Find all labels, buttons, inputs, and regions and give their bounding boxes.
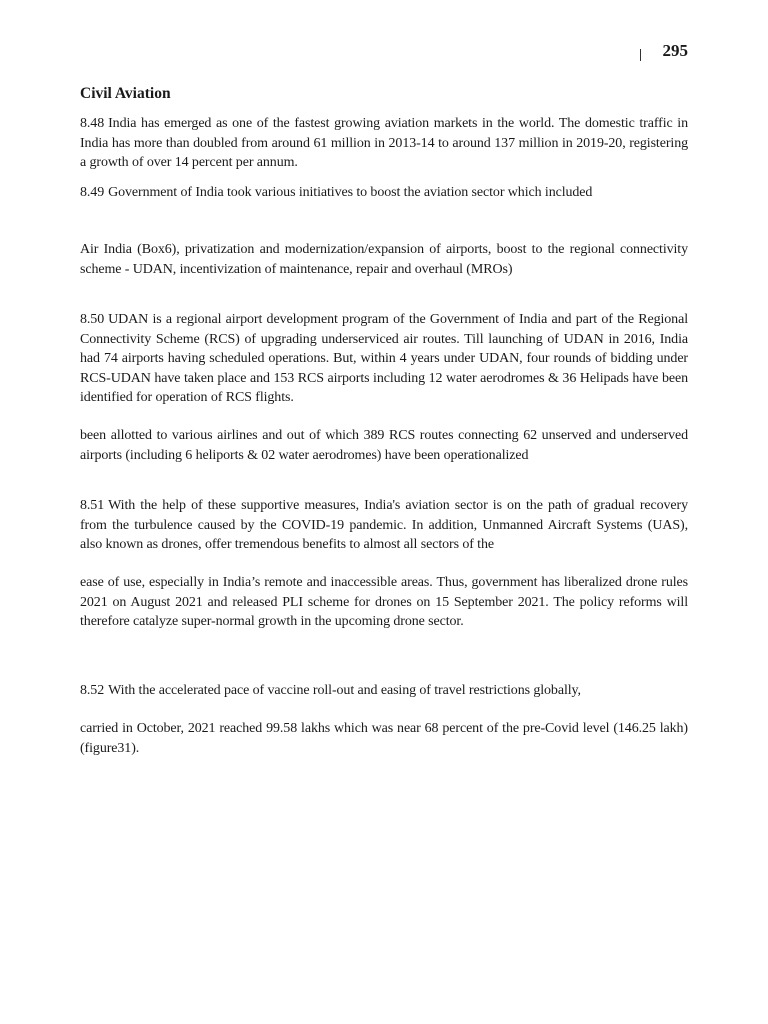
paragraph-text: been allotted to various airlines and out of which 389 RCS routes connecting 62 unserved and underserved airports (including 6 heliports & 02 water aerodromes) have been operationalized xyxy=(80,428,688,463)
page-number: 295 xyxy=(662,41,688,60)
paragraph-8-50-continued xyxy=(80,426,688,465)
paragraph-8-52 xyxy=(80,681,688,701)
paragraph-8-50 xyxy=(80,310,688,408)
paragraph-text: Government of India took various initiatives to boost the aviation sector which included xyxy=(108,185,593,200)
paragraph-8-51 xyxy=(80,496,688,555)
section-title: Civil Aviation xyxy=(80,85,171,102)
paragraph-text: With the help of these supportive measures, India's aviation sector is on the path of gradual recovery from the turbulence caused by the COVID-19 pandemic. In addition, Unmanned Aircraft Systems (UAS), also known as drones, offer tremendous benefits to almost all sectors of the xyxy=(80,498,688,553)
paragraph-number: 8.48 xyxy=(80,116,105,131)
paragraph-8-52-continued xyxy=(80,719,688,758)
paragraph-text: ease of use, especially in India’s remote and inaccessible areas. Thus, government has liberalized drone rules 2021 on August 2021 and released PLI scheme for drones on 15 September 2021. The policy reforms will therefore catalyze super-normal growth in the upcoming drone sector. xyxy=(80,575,688,630)
paragraph-number: 8.49 xyxy=(80,185,105,200)
header-divider xyxy=(640,49,641,61)
page-header xyxy=(630,40,690,62)
paragraph-8-49 xyxy=(80,183,688,203)
paragraph-text: UDAN is a regional airport development program of the Government of India and part of the Regional Connectivity Scheme (RCS) of upgrading underserviced air routes. Till launching of UDAN in 2016, India had 74 airports having scheduled operations. But, within 4 years under UDAN, four rounds of bidding under RCS-UDAN have taken place and 153 RCS airports including 12 water aerodromes & 36 Helipads have been identified for operation of RCS flights. xyxy=(80,312,688,406)
paragraph-text: carried in October, 2021 reached 99.58 lakhs which was near 68 percent of the pre-Covid level (146.25 lakh) (figure31). xyxy=(80,721,688,756)
paragraph-number: 8.52 xyxy=(80,683,105,698)
paragraph-8-51-continued xyxy=(80,573,688,632)
paragraph-text: India has emerged as one of the fastest growing aviation markets in the world. The domestic traffic in India has more than doubled from around 61 million in 2013-14 to around 137 million in 2019-20, registering a growth of over 14 percent per annum. xyxy=(80,116,688,171)
paragraph-text: Air India (Box6), privatization and modernization/expansion of airports, boost to the regional connectivity scheme - UDAN, incentivization of maintenance, repair and overhaul (MROs) xyxy=(80,242,688,277)
paragraph-8-49-continued xyxy=(80,240,688,279)
paragraph-8-48 xyxy=(80,114,688,173)
paragraph-number: 8.51 xyxy=(80,498,105,513)
paragraph-number: 8.50 xyxy=(80,312,105,327)
paragraph-text: With the accelerated pace of vaccine roll-out and easing of travel restrictions globally, xyxy=(108,683,581,698)
